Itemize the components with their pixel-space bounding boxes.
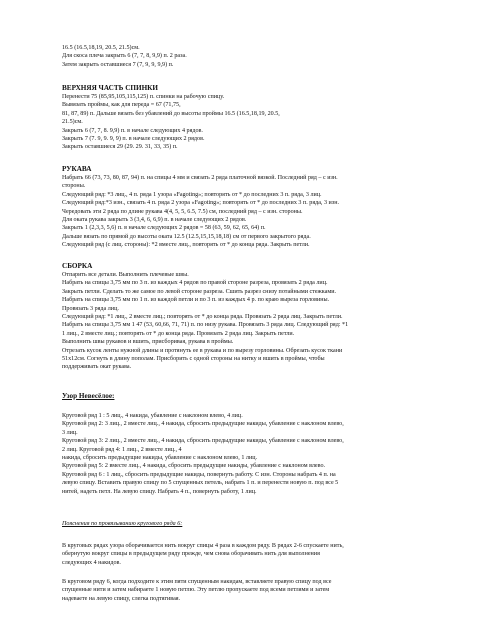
text-line: Набрать на спицы 3,75 мм 1 47 (53, 60,66, 71, 71) п. по низу рукава. Провязать 3 ряда лиц. Следующий ряд: *1 <box>62 322 349 329</box>
section-heading: Узор Невесёлое: <box>62 392 115 400</box>
text-line: левую спицу. Вставить правую спицу по 5 спущенных петель, набрать 1 п. и перенести новую п. под все 5 <box>62 480 339 487</box>
text-line: Следующий ряд: *1 лиц., 2 вместе лиц.; повторять от * до конца ряда. Провязать 2 ряда лиц. Закрыть петли. <box>62 314 343 321</box>
text-line: спущенные нити и затем набираете 1 новую петлю. Эту петлю пропускаете под всеми петлями и затем <box>62 587 330 594</box>
text-line: обернутую вокруг спицы в предыдущем ряду прежде, чем снова оборачивать нить для выполнения <box>62 551 320 558</box>
text-line: 51х12см. Согнуть в длину пополам. Присборить с одной стороны на нитку и вшить в проймы, чтобы <box>62 356 325 363</box>
text-line: 16.5 (16.5,18,19, 20.5, 21.5)см. <box>62 45 140 51</box>
assembly-section <box>62 262 462 372</box>
section-heading: СБОРКА <box>62 262 93 270</box>
text-line: 3 лиц. <box>62 429 78 436</box>
text-line: надеваете на левую спицу, слегка подтягивая. <box>62 595 181 602</box>
text-line: Чередовать эти 2 ряда по длине рукава 4(4, 5, 5, 6.5, 7.5) см, последний ряд – с изн. стороны. <box>62 208 303 215</box>
section-heading: Пояснения по провязыванию кругового ряда 6: <box>62 521 183 527</box>
text-line: Круговой ряд 5: 2 вместе лиц., 4 накида, сбросить предыдущие накиды, убавление с наклоном влево. <box>62 463 326 470</box>
text-line: Для оката рукава закрыть 3 (3,4, 6, 6,9) п. в начале следующих 2 рядов. <box>62 217 247 224</box>
text-line: Следующий ряд (с лиц. стороны): *2 вместе лиц., повторять от * до конца ряда. Закрыть петли. <box>62 242 310 249</box>
text-line: В круговых рядах узора оборачивается нить вокруг спицы 4 раза в каждом ряду. В рядах 2-6 спускаете нить, <box>62 543 344 549</box>
text-line: Следующий ряд: *3 лиц., 4 п. ряда 1 узора «Fagoting»; повторять от * до последних 3 п. ряда, 3 лиц. <box>62 191 322 198</box>
text-line: накида, сбросить предыдущие накиды, убавление с наклоном влево, 1 лиц. <box>62 455 257 462</box>
text-line: В круговом ряду 6, когда подходите к этим пяти спущенным накидам, вставляете правую спицу под все <box>62 579 332 585</box>
text-line: следующих 4 накидов. <box>62 559 121 566</box>
text-line: стороны. <box>62 183 86 190</box>
text-line: Следующий ряд:*3 изн., связать 4 п. ряда 2 узора «Fagoting»; повторять от * до последних 3 п. ряда, 3 изн. <box>62 200 339 207</box>
text-line: Закрыть оставшиеся 29 (29. 29. 31, 33, 35) п. <box>62 144 178 151</box>
intro-section <box>62 44 462 69</box>
text-line: 81, 87, 89) п. Дальше вязать без убавлений до высоты проймы 16.5 (16.5,18,19, 20.5, <box>62 110 280 117</box>
text-line: нитей, надеть петл. На левую спицу. Набрать 4 п., повернуть работу, 1 лиц. <box>62 488 257 495</box>
text-line: Набрать на спицы 3,75 мм по 3 п. из каждых 4 рядов по правой стороне разреза, провязать 2 ряда лиц. <box>62 280 328 287</box>
section-heading: ВЕРХНЯЯ ЧАСТЬ СПИНКИ <box>62 84 158 92</box>
explanation-paragraph-1 <box>62 542 462 567</box>
text-line: 21.5)см. <box>62 119 83 126</box>
text-line: Круговой ряд 6 : 1 лиц., сбросить предыдущие накиды, повернуть работу. С изн. Стороны набрать 4 п. на <box>62 471 336 478</box>
text-line: Затем закрыть оставшиеся 7 (7, 9, 9, 9,9) п. <box>62 61 174 68</box>
text-line: Отпарить все детали. Выполнить плечевые швы. <box>62 272 189 278</box>
text-line: Провязать 3 ряда лиц. <box>62 305 119 312</box>
text-line: Закрыть 7 (7. 9, 9. 9, 9) п. в начале следующих 2 рядов. <box>62 136 205 143</box>
text-line: Набрать на спицы 3,75 мм по 1 п. из каждой петли и по 3 п. из каждых 4 р. по краю выреза горловины. <box>62 297 330 304</box>
explanation-section <box>62 520 462 528</box>
text-line: 1 лиц., 2 вместе лиц.; повторять от * до конца ряда. Провязать 2 ряда лиц. Закрыть петли. <box>62 330 295 337</box>
text-line: 2 лиц. Круговой ряд 4: 1 лиц., 2 вместе лиц., 4 <box>62 446 182 453</box>
text-line: Дальше вязать по прямой до высоты оката 12.5 (12.5,15,15,18,18) см от первого закрытого ряда. <box>62 233 311 240</box>
text-line: Круговой ряд 2: 3 лиц., 2 вместе лиц., 4 накида, сбросить предыдущие накиды, убавление с наклоном влево, <box>62 421 344 428</box>
text-line: Выполнить швы рукавов и вшить, присборивая, рукава в проймы. <box>62 339 234 346</box>
text-line: Круговой ряд 3: 2 лиц., 2 вместе лиц., 4 накида, сбросить предыдущие накиды, убавление с наклоном влево, <box>62 438 344 445</box>
text-line: Закрыть 6 (7, 7, 8. 9,9) п. в начале следующих 4 рядов. <box>62 127 203 134</box>
pattern-section <box>62 392 462 401</box>
text-line: Круговой ряд 1 : 5 лиц., 4 накида, убавление с наклоном влево, 4 лиц. <box>62 413 243 419</box>
pattern-rows <box>62 412 462 496</box>
text-line: поддерживать окат рукава. <box>62 364 132 371</box>
text-line: Отрезать кусок ленты нужной длины и протянуть ее в рукава и по вырезу горловины. Обрезать кусок ткани <box>62 347 343 354</box>
text-line: Перенести 75 (85,95,105,115,125) п. спинки на рабочую спицу. <box>62 94 225 100</box>
text-line: Для скоса плеча закрыть 6 (7, 7, 8, 9,9) п. 2 раза. <box>62 53 187 60</box>
text-line: Закрыть петли. Сделать то же самое по левой стороне разреза. Сшить разрез снизу потайными стежками. <box>62 288 336 295</box>
text-line: Набрать 66 (73, 73, 80, 87, 94) п. на спицы 4 мм и связать 2 ряда платочной вязкой. Последний ряд – с изн. <box>62 175 338 181</box>
text-line: Закрыть 1 (2,3,3, 5,6) п. в начале следующих 2 рядов = 58 (63, 59, 62, 65, 64) п. <box>62 225 266 232</box>
sleeve-section <box>62 165 462 250</box>
text-line: Вывязать проймы, как для переда = 67 (71,75, <box>62 102 181 109</box>
explanation-paragraph-2 <box>62 578 462 603</box>
back-top-section <box>62 84 462 152</box>
section-heading: РУКАВА <box>62 165 92 173</box>
